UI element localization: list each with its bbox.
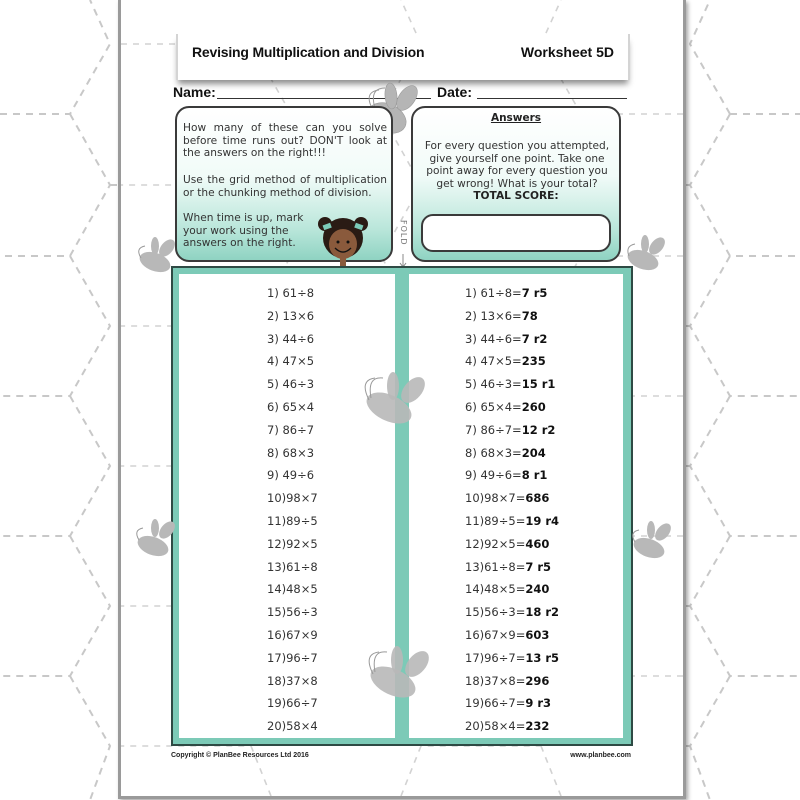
total-score-label: TOTAL SCORE: [473, 190, 559, 202]
answer-question: 20)58×4 [465, 719, 516, 734]
answer-question: 14)48×5 [465, 582, 516, 597]
answer-item: 9) 49÷6=8 r1 [465, 468, 548, 483]
question-list [267, 286, 318, 742]
answer-value: 7 r5 [525, 559, 552, 574]
instructions-paragraph-3: When time is up, mark your work using the answers on the right. [183, 212, 304, 250]
answer-list [465, 286, 559, 742]
question-item: 18)37×8 [267, 673, 318, 688]
answers-scoring-box [411, 106, 621, 262]
answer-item: 19)66÷7=9 r3 [465, 696, 552, 711]
answer-question: 10)98×7 [465, 491, 516, 506]
scoring-instructions: For every question you attempted, give yourself one point. Take one point away for every question you get wrong! What is your total? [424, 140, 610, 190]
answer-value: 204 [521, 445, 546, 460]
answer-item: 8) 68×3=204 [465, 445, 546, 460]
answer-item: 11)89÷5=19 r4 [465, 513, 560, 528]
question-item: 19)66÷7 [267, 696, 318, 711]
answer-value: 260 [521, 399, 546, 414]
answer-item: 4) 47×5=235 [465, 354, 546, 369]
worksheet-title: Revising Multiplication and Division [192, 44, 425, 60]
answer-item: 12)92×5=460 [465, 536, 550, 551]
worksheet-page [118, 0, 686, 799]
answer-value: 7 r5 [521, 286, 548, 300]
answer-value: 19 r4 [525, 513, 560, 528]
question-item: 4) 47×5 [267, 354, 315, 369]
total-score-field[interactable] [421, 214, 611, 252]
question-item: 10)98×7 [267, 491, 318, 506]
copyright-text: Copyright © PlanBee Resources Ltd 2016 [171, 752, 309, 759]
answer-question: 16)67×9 [465, 627, 516, 642]
answer-question: 12)92×5 [465, 536, 516, 551]
bee-icon [349, 372, 433, 434]
answer-question: 5) 46÷3 [465, 377, 513, 392]
question-item: 17)96÷7 [267, 650, 318, 665]
fold-label: FOLD [399, 220, 408, 246]
question-item: 16)67×9 [267, 627, 318, 642]
answer-item: 14)48×5=240 [465, 582, 550, 597]
answer-value: 460 [525, 536, 550, 551]
answers-column [409, 274, 623, 738]
answer-item: 7) 86÷7=12 r2 [465, 422, 556, 437]
answer-question: 7) 86÷7 [465, 422, 513, 437]
answer-value: 235 [521, 354, 546, 369]
question-item: 2) 13×6 [267, 308, 315, 323]
answer-value: 78 [521, 308, 538, 323]
answer-question: 2) 13×6 [465, 308, 513, 323]
answer-value: 296 [525, 673, 550, 688]
answer-value: 232 [525, 719, 550, 734]
answer-item: 2) 13×6=78 [465, 308, 538, 323]
bee-icon [125, 518, 181, 562]
question-item: 8) 68×3 [267, 445, 315, 460]
answer-item: 15)56÷3=18 r2 [465, 605, 560, 620]
worksheet-number: Worksheet 5D [520, 44, 614, 60]
answer-question: 19)66÷7 [465, 696, 516, 711]
answer-item: 10)98×7=686 [465, 491, 550, 506]
date-input-line[interactable] [477, 98, 627, 99]
answer-question: 6) 65×4 [465, 399, 513, 414]
answer-value: 8 r1 [521, 468, 548, 483]
answer-value: 13 r5 [525, 650, 560, 665]
answer-question: 4) 47×5 [465, 354, 513, 369]
answer-question: 9) 49÷6 [465, 468, 513, 483]
answer-question: 17)96÷7 [465, 650, 516, 665]
answer-item: 18)37×8=296 [465, 673, 550, 688]
answer-question: 1) 61÷8 [465, 286, 513, 300]
instructions-paragraph-2: Use the grid method of multiplication or the chunking method of division. [183, 174, 387, 199]
answer-item: 17)96÷7=13 r5 [465, 650, 560, 665]
answer-value: 9 r3 [525, 696, 552, 711]
answers-heading: Answers [490, 112, 542, 124]
question-item: 14)48×5 [267, 582, 318, 597]
answer-value: 18 r2 [525, 605, 560, 620]
answer-item: 16)67×9=603 [465, 627, 550, 642]
question-item: 9) 49÷6 [267, 468, 315, 483]
title-banner [176, 34, 630, 80]
bee-icon [621, 520, 677, 564]
answer-item: 6) 65×4=260 [465, 399, 546, 414]
answer-value: 7 r2 [521, 331, 548, 346]
girl-character-icon [317, 212, 369, 272]
bee-icon [353, 646, 437, 708]
question-item: 5) 46÷3 [267, 377, 315, 392]
answer-value: 603 [525, 627, 550, 642]
answer-item: 13)61÷8=7 r5 [465, 559, 552, 574]
answer-question: 11)89÷5 [465, 513, 516, 528]
answer-question: 8) 68×3 [465, 445, 513, 460]
answer-question: 15)56÷3 [465, 605, 516, 620]
question-item: 1) 61÷8 [267, 286, 315, 300]
question-item: 15)56÷3 [267, 605, 318, 620]
answer-question: 13)61÷8 [465, 559, 516, 574]
question-item: 6) 65×4 [267, 399, 315, 414]
question-item: 11)89÷5 [267, 513, 318, 528]
answer-value: 12 r2 [521, 422, 556, 437]
date-label: Date: [437, 84, 473, 100]
question-item: 13)61÷8 [267, 559, 318, 574]
answer-item: 20)58×4=232 [465, 719, 550, 734]
question-item: 20)58×4 [267, 719, 318, 734]
answer-question: 3) 44÷6 [465, 331, 513, 346]
answer-value: 240 [525, 582, 550, 597]
instructions-paragraph-1: How many of these can you solve before time runs out? DON'T look at the answers on the right!!! [183, 122, 387, 160]
answer-item: 1) 61÷8=7 r5 [465, 286, 548, 300]
question-item: 3) 44÷6 [267, 331, 315, 346]
website-link[interactable]: www.planbee.com [570, 752, 631, 759]
answer-value: 686 [525, 491, 550, 506]
answer-item: 3) 44÷6=7 r2 [465, 331, 548, 346]
answer-item: 5) 46÷3=15 r1 [465, 377, 556, 392]
name-label: Name: [173, 84, 216, 100]
answer-value: 15 r1 [521, 377, 556, 392]
question-item: 12)92×5 [267, 536, 318, 551]
answer-question: 18)37×8 [465, 673, 516, 688]
question-item: 7) 86÷7 [267, 422, 315, 437]
